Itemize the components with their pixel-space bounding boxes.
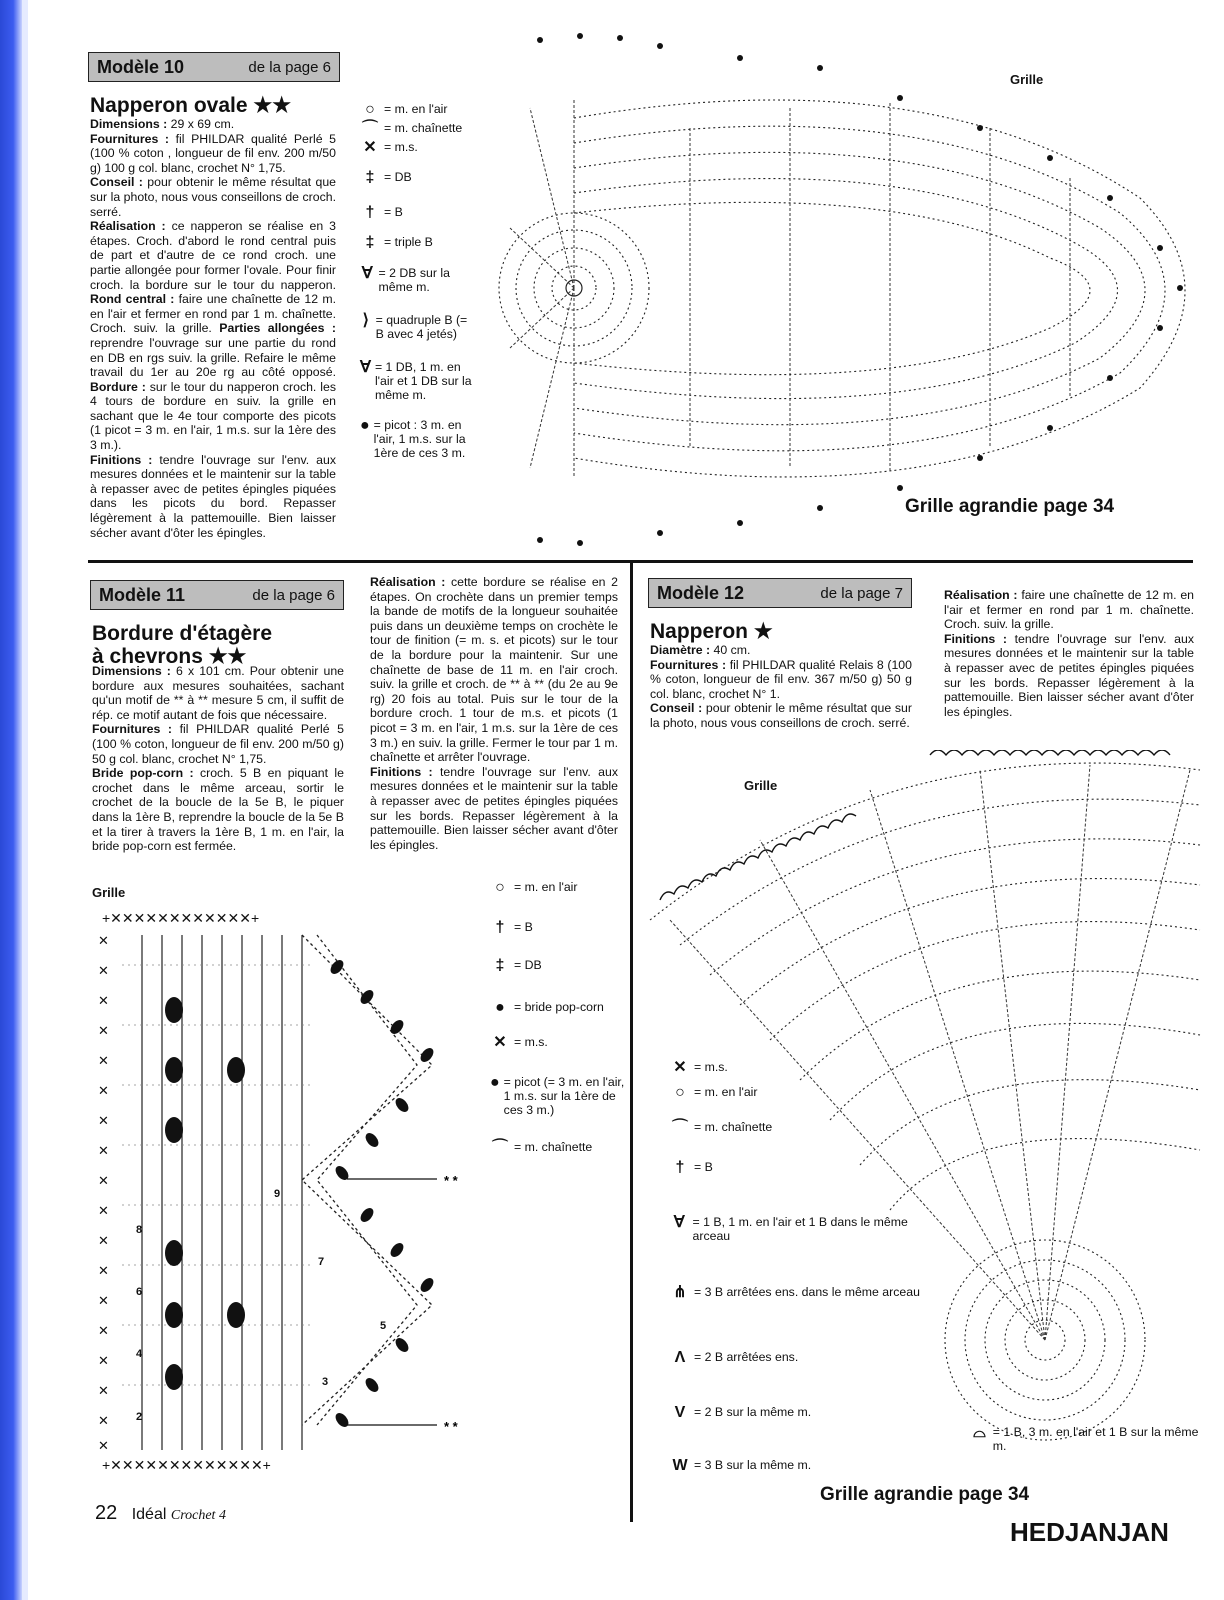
edge-stitches-top — [102, 910, 271, 1473]
model-10-page-ref: de la page 6 — [248, 58, 331, 76]
three-in-same-icon: W — [672, 1457, 688, 1474]
model-11-label: Modèle 11 — [99, 584, 186, 605]
model-12-enlarged-note: Grille agrandie page 34 — [820, 1484, 1030, 1505]
legend-item: † = B — [670, 1160, 910, 1176]
model-11-text-right — [370, 575, 618, 852]
model-10-label: Modèle 10 — [97, 56, 185, 77]
svg-text:✕: ✕ — [98, 1413, 109, 1428]
label-bordure: Bordure : — [90, 379, 146, 394]
legend-item: ● = bride pop-corn — [490, 1000, 625, 1016]
label-diametre: Diamètre : — [650, 643, 711, 657]
fournitures-value: fil PHILDAR qualité Perlé 5 (100 % coton, longueur de fil env. 200 m/50 g) 50 g col. blanc, crochet N° 1,75. — [92, 722, 344, 766]
finitions-value: tendre l'ouvrage sur l'env. aux mesures données et le maintenir sur la table à repasser avec de petites épingles piquées sur les bords. Repasser légèrement à la pattemouille. Bien laisser sécher avant d'ôter les épingles. — [370, 764, 618, 852]
legend-item: ○ = m. en l'air — [490, 880, 625, 896]
label-realisation: Réalisation : — [90, 219, 166, 234]
legend-item: † = B — [490, 920, 625, 936]
picot-icon: ● — [490, 1074, 500, 1091]
model-10-grille-label: Grille — [1010, 72, 1044, 87]
svg-text:✕: ✕ — [98, 1353, 109, 1368]
legend-item: W = 3 B sur la même m. — [670, 1458, 910, 1474]
fournitures-value: fil PHILDAR qualité Relais 8 (100 % coton, longueur de fil env. 367 m/50 g) 50 g col. blanc, crochet N° 1. — [650, 657, 912, 701]
label-rond-central: Rond central : — [90, 292, 175, 307]
legend-item: ∀ = 2 DB sur la même m. — [361, 265, 450, 294]
label-bride-pop-corn: Bride pop-corn : — [92, 766, 194, 781]
page-footer — [95, 1502, 226, 1525]
svg-text:✕: ✕ — [98, 1233, 109, 1248]
left-edge-stitches — [98, 933, 109, 1453]
fournitures-value: fil PHILDAR qualité Perlé 5 (100 % coton , longueur de fil env. 200 m/50 g) 100 g col. blanc, crochet N° 1,75. — [90, 131, 336, 175]
model-11-title — [92, 622, 272, 668]
model-12-text-left — [650, 643, 912, 731]
svg-text:✕: ✕ — [98, 1113, 109, 1128]
svg-text:✕: ✕ — [98, 1263, 109, 1278]
v-stitch-icon: ∀ — [673, 1214, 685, 1231]
svg-text:✕: ✕ — [98, 1173, 109, 1188]
magazine-name: Idéal — [131, 1506, 167, 1523]
svg-text:✕: ✕ — [98, 933, 109, 948]
model-12-header — [648, 578, 912, 608]
label-dimensions: Dimensions : — [92, 664, 171, 678]
svg-text:✕: ✕ — [98, 993, 109, 1008]
legend-item: ⟩ = quadruple B (= B avec 4 jetés) — [360, 313, 478, 341]
diametre-value: 40 cm. — [710, 643, 751, 657]
page-number: 22 — [95, 1502, 118, 1524]
oval-rings — [499, 100, 1185, 477]
legend-item: ‡ = DB — [360, 170, 480, 186]
binding-edge — [22, 0, 28, 1600]
chevron-edge — [302, 935, 432, 1425]
legend-item: † = B — [360, 205, 480, 221]
model-11-title-line2: à chevrons ★★ — [92, 645, 247, 668]
svg-text:✕: ✕ — [98, 1293, 109, 1308]
row-number: 2 — [136, 1411, 143, 1423]
v-stitch-icon: ∀ — [360, 359, 371, 376]
scallop-edge — [660, 750, 1170, 900]
realisation-value: cette bordure se réalise en 2 étapes. On crochète dans un premier temps la bande de motifs de la longueur souhaitée puis dans un deuxième temps on crochète le tour de finition (= m. s. et picots) sur le tour de la bordure pour la maintenir. Sur une chaînette de base de 11 m. en l'air croch. suiv. la grille et croch. de ** à ** (du 2e au 9e rg) 20 fois au total. Puis sur le tour de la bordure croch. 1 tour de m.s. et picots (1 picot = 3 m. en l'air, 1 m.s. sur la 1ère de ces 3 m.) en suiv. la grille. Fermer le tour par 1 m. chaînette et arrêter l'ouvrage. — [370, 575, 618, 765]
legend-item: ● = picot (= 3 m. en l'air, 1 m.s. sur la 1ère de ces 3 m.) — [490, 1074, 625, 1117]
label-conseil: Conseil : — [650, 701, 703, 716]
legend-item: ✕ = m.s. — [490, 1035, 625, 1051]
popcorn-stitches — [165, 997, 245, 1390]
legend-item: ○ = m. en l'air — [670, 1085, 910, 1101]
svg-text:✕: ✕ — [98, 1438, 109, 1453]
single-crochet-icon: ✕ — [363, 139, 377, 156]
slip-stitch-icon: ⌒ — [671, 1119, 688, 1136]
realisation-value: faire une chaînette de 12 m. en l'air et fermer en rond par 1 m. chaînette. Croch. suiv. la grille. — [944, 588, 1195, 632]
legend-item: V = 2 B sur la même m. — [670, 1405, 910, 1421]
finitions-value: tendre l'ouvrage sur l'env. aux mesures données et le maintenir sur la table à repasser avec de petites épingles piquées dans les picots du bord. Repasser légèrement à la pattemouille. Bien laisser sécher avant d'ôter les épingles. — [90, 452, 336, 540]
legend-item: ✕ = m.s. — [360, 140, 480, 156]
label-conseil: Conseil : — [90, 175, 143, 190]
row-number: 9 — [274, 1188, 281, 1200]
svg-text:✕: ✕ — [98, 1143, 109, 1158]
wedge-spokes — [670, 765, 1190, 1340]
legend-item: ∀ = 1 DB, 1 m. en l'air et 1 DB sur la même m. — [360, 359, 472, 402]
legend-item: ‡ = triple B — [360, 235, 480, 251]
binding-spine — [0, 0, 22, 1600]
picot-dots — [328, 958, 436, 1430]
model-12-page-ref: de la page 7 — [820, 584, 903, 602]
chevron-border-diagram — [92, 905, 472, 1480]
conseil-value: pour obtenir le même résultat que sur la photo, nous vous conseillons de croch. serré. — [90, 175, 336, 219]
legend-item: ✕ = m.s. — [670, 1060, 910, 1076]
svg-text:+✕✕✕✕✕✕✕✕✕✕✕✕+: +✕✕✕✕✕✕✕✕✕✕✕✕+ — [102, 910, 260, 926]
row-number: 3 — [322, 1376, 329, 1388]
label-realisation: Réalisation : — [370, 575, 446, 589]
label-realisation: Réalisation : — [944, 588, 1018, 602]
model-12-title: Napperon ★ — [650, 620, 773, 643]
model-10-text — [90, 117, 336, 540]
section-divider — [88, 560, 1193, 563]
svg-text:+✕✕✕✕✕✕✕✕✕✕✕✕✕+: +✕✕✕✕✕✕✕✕✕✕✕✕✕+ — [102, 1457, 271, 1473]
repeat-marker-bottom: * * — [444, 1419, 458, 1434]
three-together-icon: ⋔ — [673, 1284, 687, 1301]
rond-central-value: faire une chaînette de 12 m. en l'air et fermer en rond par 1 m. chaînette. Croch. suiv. la grille. — [90, 292, 337, 336]
treble-icon: † — [495, 919, 505, 936]
repeat-markers — [347, 1179, 437, 1425]
model-12-grille-label: Grille — [744, 778, 778, 793]
column-divider — [630, 562, 633, 1522]
double-treble-icon: ‡ — [365, 169, 375, 186]
dimensions-value: 29 x 69 cm. — [167, 117, 235, 131]
svg-text:✕: ✕ — [98, 1083, 109, 1098]
slip-stitch-icon: ⌒ — [491, 1139, 508, 1156]
two-in-same-icon: V — [674, 1404, 686, 1421]
model-11-title-line1: Bordure d'étagère — [92, 622, 273, 645]
triple-treble-icon: ‡ — [365, 234, 375, 251]
model-11-grille-label: Grille — [92, 885, 126, 900]
label-finitions: Finitions : — [370, 764, 433, 779]
row-dashes — [122, 965, 312, 1385]
svg-text:✕: ✕ — [98, 1023, 109, 1038]
two-double-treble-icon: ∀ — [361, 265, 373, 282]
chain-stitch-icon: ○ — [495, 879, 505, 896]
label-finitions: Finitions : — [944, 631, 1007, 646]
label-parties-allongees: Parties allongées : — [219, 321, 336, 336]
oval-spokes — [510, 98, 1070, 478]
bride-pop-corn-value: croch. 5 B en piquant le crochet dans le même arceau, sortir le crochet de la boucle de la 5e B, le piquer dans la 1ère B, reprendre la boucle de la 5e B et la tirer à travers la 1ère B, 1 m. en l'air, la bride pop-corn est fermée. — [92, 766, 344, 854]
model-11-page-ref: de la page 6 — [252, 586, 335, 604]
label-dimensions: Dimensions : — [90, 117, 168, 131]
label-fournitures: Fournitures : — [90, 131, 170, 146]
credit-watermark: HEDJANJAN — [1010, 1517, 1169, 1547]
magazine-issue: Crochet 4 — [170, 1508, 226, 1523]
realisation-value: ce napperon se réalise en 3 étapes. Croch. d'abord le rond central puis de part et d'autre de ce rond croch. une partie allongée pour former l'ovale. Pour finir croch. la bordure sur le tour du napperon. — [90, 219, 336, 292]
chain-stitch-icon: ○ — [365, 101, 375, 118]
legend-item: ‡ = DB — [490, 958, 625, 974]
label-fournitures: Fournitures : — [92, 722, 173, 737]
legend-item: ● = picot : 3 m. en l'air, 1 m.s. sur la 1ère de ces 3 m. — [360, 417, 466, 460]
model-10-header — [88, 52, 340, 82]
finitions-value: tendre l'ouvrage sur l'env. aux mesures données et le maintenir sur la table à repasser avec de petites épingles piquées sur les bords. Repasser légèrement à la pattemouille. Bien laisser sécher avant d'ôter les épingles. — [944, 631, 1194, 719]
shell-icon: ⌓ — [973, 1424, 986, 1441]
chain-stitch-icon: ○ — [675, 1084, 685, 1101]
legend-item: ⌒ = m. chaînette — [361, 120, 463, 137]
picot-border — [537, 33, 1183, 546]
dimensions-value: 6 x 101 cm. Pour obtenir une bordure aux mesures souhaitées, sachant qu'un motif de ** à ** mesure 5 cm, il suffit de rép. ce motif autant de fois que nécessaire. — [92, 664, 344, 722]
label-fournitures: Fournitures : — [650, 657, 727, 672]
slip-stitch-icon: ⌒ — [361, 120, 378, 137]
svg-text:✕: ✕ — [98, 1053, 109, 1068]
row-number: 5 — [380, 1320, 387, 1332]
legend-item: ∀ = 1 B, 1 m. en l'air et 1 B dans le même arceau — [670, 1215, 930, 1243]
legend-item: ⌓ = 1 B, 3 m. en l'air et 1 B sur la même m. — [970, 1425, 1202, 1453]
double-treble-icon: ‡ — [495, 957, 505, 974]
model-11-header — [90, 580, 344, 610]
legend-item: ○ = m. en l'air — [360, 102, 480, 118]
model-10-title: Napperon ovale ★★ — [90, 94, 292, 117]
svg-text:✕: ✕ — [98, 963, 109, 978]
two-together-icon: Λ — [674, 1349, 686, 1366]
quadruple-treble-icon: ⟩ — [362, 312, 369, 329]
parties-allongees-value: reprendre l'ouvrage sur une partie du rond en DB en rgs suiv. la grille. Refaire le même travail du 1er au 20e rg au côté opposé. — [90, 335, 336, 380]
row-number: 6 — [136, 1286, 143, 1298]
repeat-marker-top: * * — [444, 1173, 458, 1188]
treble-icon: † — [365, 204, 375, 221]
bordure-value: sur le tour du napperon croch. les 4 tours de bordure en suiv. la grille en sachant que le 4e tour comporte des picots (1 picot = 3 m. en l'air, 1 m.s. sur la 1ère des 3 m.). — [90, 379, 336, 453]
model-12-label: Modèle 12 — [657, 582, 745, 603]
svg-text:✕: ✕ — [98, 1203, 109, 1218]
picot-icon: ● — [360, 417, 370, 434]
wedge-arcs — [650, 763, 1200, 1210]
conseil-value: pour obtenir le même résultat que sur la photo, nous vous conseillons de croch. serré. — [650, 701, 912, 730]
single-crochet-icon: ✕ — [673, 1059, 687, 1076]
svg-text:✕: ✕ — [98, 1323, 109, 1338]
legend-item: Λ = 2 B arrêtées ens. — [670, 1350, 910, 1366]
legend-item: ⋔ = 3 B arrêtées ens. dans le même arceau — [670, 1285, 940, 1301]
treble-icon: † — [675, 1159, 685, 1176]
legend-item: ⌒ = m. chaînette — [671, 1119, 773, 1136]
row-number: 4 — [136, 1348, 143, 1360]
model-11-text-left — [92, 664, 344, 854]
model-10-enlarged-note: Grille agrandie page 34 — [905, 496, 1115, 517]
legend-item: ⌒ = m. chaînette — [491, 1139, 593, 1156]
single-crochet-icon: ✕ — [493, 1034, 507, 1051]
row-number: 7 — [318, 1256, 325, 1268]
svg-text:✕: ✕ — [98, 1383, 109, 1398]
oval-doily-diagram — [490, 28, 1210, 558]
popcorn-icon: ● — [495, 999, 505, 1016]
model-12-text-right — [944, 588, 1194, 719]
label-finitions: Finitions : — [90, 452, 153, 467]
row-number: 8 — [136, 1224, 143, 1236]
